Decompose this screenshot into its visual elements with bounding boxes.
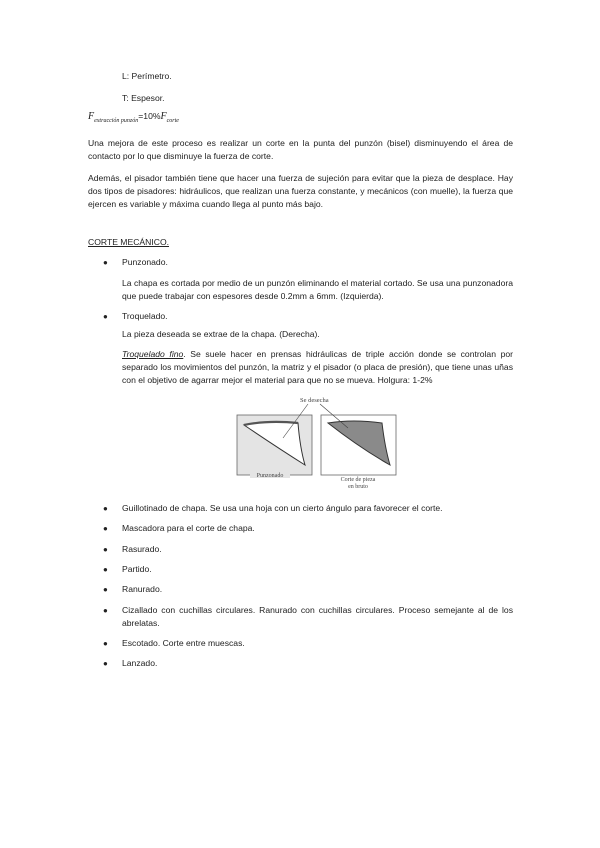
- item-cizallado: Cizallado con cuchillas circulares. Ranurado con cuchillas circulares. Proceso semejante al de los abrelatas.: [122, 605, 513, 628]
- bullet-icon: ●: [103, 545, 108, 554]
- item-mascadora: Mascadora para el corte de chapa.: [122, 523, 255, 533]
- figure-caption-right-1: Corte de pieza: [340, 477, 376, 483]
- figure-label-top: Se desecha: [300, 397, 329, 404]
- formula-lhs: F: [88, 111, 95, 122]
- item-rasurado: Rasurado.: [122, 544, 162, 554]
- bullet-icon: ●: [103, 639, 108, 648]
- item-troquelado-title: Troquelado.: [122, 311, 168, 321]
- troquelado-fino-desc: . Se suele hacer en prensas hidráulicas de triple acción donde se controlan por separado los movimientos del punzón, la matriz y el pisador (o placa de presión), que tiene unas uñas con el objetivo de agarrar mejor el material para que no se mueva. Holgura: 1-2%: [122, 349, 513, 385]
- paragraph-pisador: Además, el pisador también tiene que hacer una fuerza de sujeción para evitar que la pieza de desplace. Hay dos tipos de pisadores: hidráulicos, que realizan una fuerza constante, y mecánicos (con muelle), la fuerza que ejercen es variable y máxima cuando llega al punto más bajo.: [88, 173, 513, 209]
- item-partido: Partido.: [122, 564, 152, 574]
- item-guillotinado: Guillotinado de chapa. Se usa una hoja con un cierto ángulo para favorecer el corte.: [122, 503, 443, 513]
- definition-thickness: T: Espesor.: [122, 93, 165, 103]
- bullet-icon: ●: [103, 312, 108, 321]
- section-title: CORTE MECÁNICO.: [88, 237, 170, 247]
- punching-figure: [228, 390, 408, 490]
- figure-caption-left: Punzonado: [256, 473, 284, 479]
- bullet-icon: ●: [103, 659, 108, 668]
- formula-rhs-sub: corte: [166, 118, 179, 124]
- paragraph-bevel: Una mejora de este proceso es realizar un corte en la punta del punzón (bisel) disminuyendo el área de contacto por lo que disminuye la fuerza de corte.: [88, 138, 513, 161]
- bullet-icon: ●: [103, 585, 108, 594]
- formula-rhs: F: [160, 111, 167, 122]
- figure-caption-right-2: en bruto: [348, 484, 368, 490]
- item-punzonado-title: Punzonado.: [122, 257, 168, 267]
- bullet-icon: ●: [103, 565, 108, 574]
- item-lanzado: Lanzado.: [122, 658, 158, 668]
- item-punzonado-desc: La chapa es cortada por medio de un punzón eliminando el material cortado. Se usa una punzonadora que puede trabajar con espesores desde 0.2mm a 6mm. (Izquierda).: [122, 278, 513, 301]
- troquelado-fino-term: Troquelado fino: [122, 349, 184, 359]
- item-troquelado-fino: [122, 348, 513, 387]
- formula: [88, 110, 179, 128]
- definition-perimeter: L: Perímetro.: [122, 71, 172, 81]
- item-escotado: Escotado. Corte entre muescas.: [122, 638, 245, 648]
- item-troquelado-desc: La pieza deseada se extrae de la chapa. (Derecha).: [122, 329, 320, 339]
- bullet-icon: ●: [103, 504, 108, 513]
- formula-eq: =10%: [138, 111, 161, 121]
- formula-lhs-sub: extracción punzón: [94, 118, 139, 124]
- bullet-icon: ●: [103, 606, 108, 615]
- bullet-icon: ●: [103, 258, 108, 267]
- bullet-icon: ●: [103, 524, 108, 533]
- item-ranurado: Ranurado.: [122, 584, 163, 594]
